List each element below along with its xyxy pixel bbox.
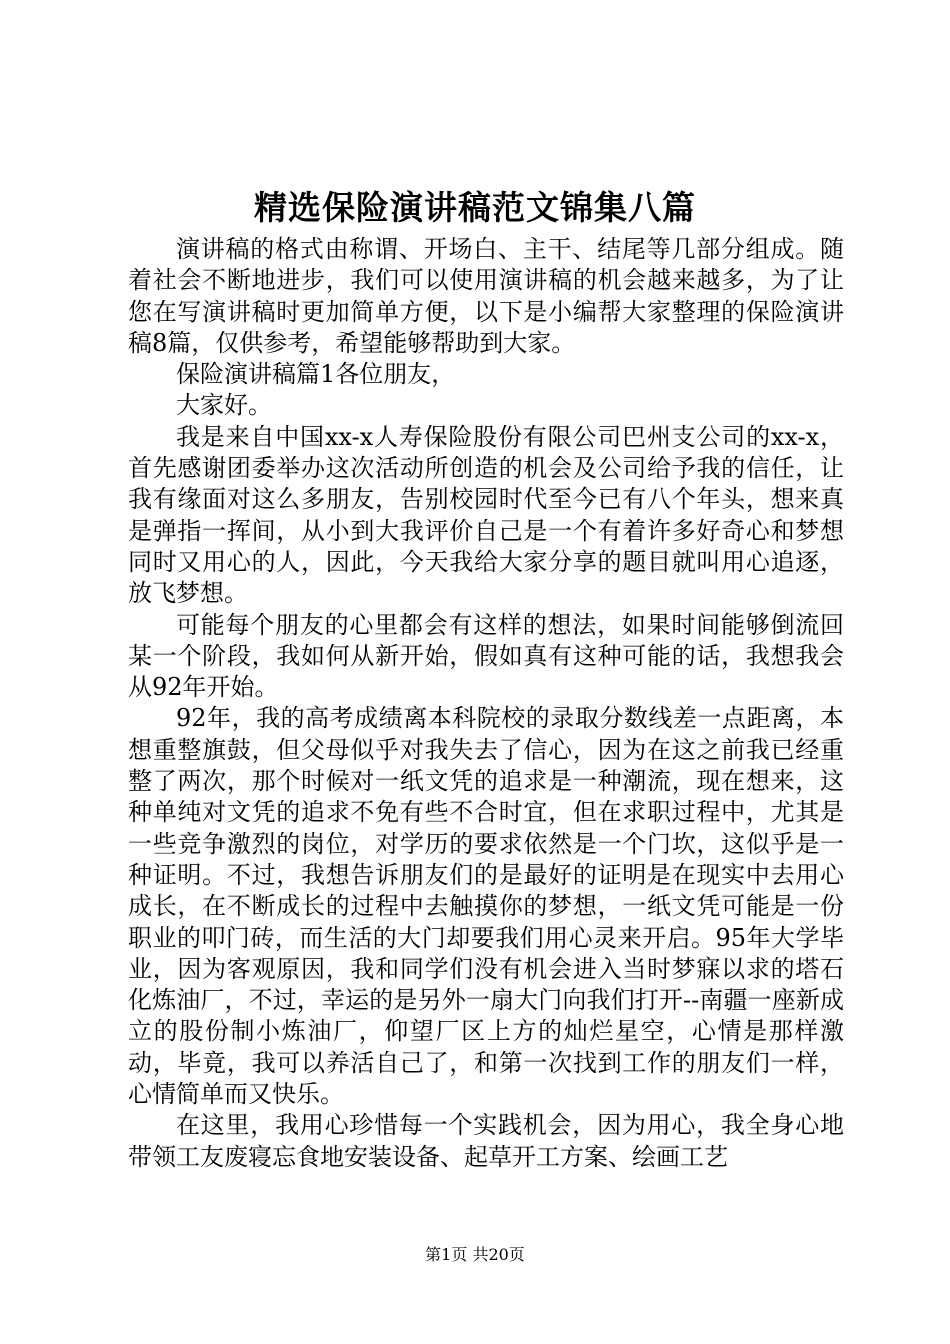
page-number-footer: 第1页 共20页 [425,1245,525,1264]
document-title: 精选保险演讲稿范文锦集八篇 [254,188,696,227]
document-body [128,234,844,1173]
paragraph-work-experience: 在这里，我用心珍惜每一个实践机会，因为用心，我全身心地带领工友废寝忘食地安装设备、起草开工方案、绘画工艺 [128,1111,844,1171]
paragraph-self-introduction: 我是来自中国xx-x人寿保险股份有限公司巴州支公司的xx-x，首先感谢团委举办这次活动所创造的机会及公司给予我的信任，让我有缘面对这么多朋友，告别校园时代至今已有八个年头，想来真是弹指一挥间，从小到大我评价自己是一个有着许多好奇心和梦想同时又用心的人，因此，今天我给大家分享的题目就叫用心追逐，放飞梦想。 [128,422,844,608]
paragraph-intro: 演讲稿的格式由称谓、开场白、主干、结尾等几部分组成。随着社会不断地进步，我们可以使用演讲稿的机会越来越多，为了让您在写演讲稿时更加简单方便，以下是小编帮大家整理的保险演讲稿8篇，仅供参考，希望能够帮助到大家。 [128,235,844,357]
paragraph-speech-heading: 保险演讲稿篇1各位朋友， [176,360,456,389]
paragraph-reflection: 可能每个朋友的心里都会有这样的想法，如果时间能够倒流回某一个阶段，我如何从新开始，假如真有这种可能的话，我想我会从92年开始。 [128,610,844,702]
paragraph-greeting: 大家好。 [176,391,272,420]
paragraph-story-1992: 92年，我的高考成绩离本科院校的录取分数线差一点距离，本想重整旗鼓，但父母似乎对我失去了信心，因为在这之前我已经重整了两次，那个时候对一纸文凭的追求是一种潮流，现在想来，这种单纯对文凭的追求不免有些不合时宜，但在求职过程中，尤其是一些竞争激烈的岗位，对学历的要求依然是一个门坎，这似乎是一种证明。不过，我想告诉朋友们的是最好的证明是在现实中去用心成长，在不断成长的过程中去触摸你的梦想，一纸文凭可能是一份职业的叩门砖，而生活的大门却要我们用心灵来开启。95年大学毕业，因为客观原因，我和同学们没有机会进入当时梦寐以求的塔石化炼油厂，不过，幸运的是另外一扇大门向我们打开--南疆一座新成立的股份制小炼油厂，仰望厂区上方的灿烂星空，心情是那样激动，毕竟，我可以养活自己了，和第一次找到工作的朋友们一样，心情简单而又快乐。 [128,704,844,1109]
